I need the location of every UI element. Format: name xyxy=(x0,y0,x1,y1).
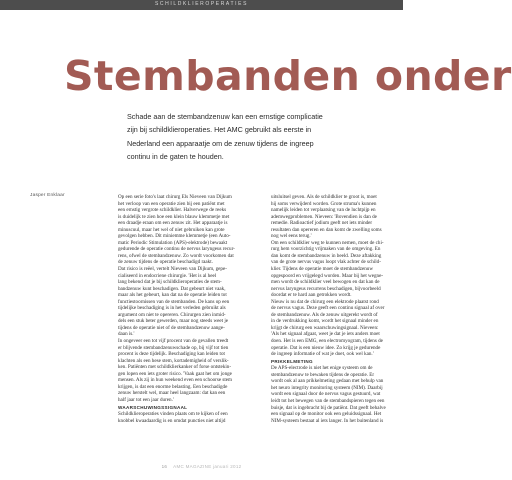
text-line: daan is.' xyxy=(118,331,135,338)
body-paragraph xyxy=(271,194,421,358)
text-line: lang bekend dat je bij schildklieroperaties de stem- xyxy=(118,279,222,286)
text-line: klier. Tijdens de operatie moet de stembandzenuw xyxy=(271,266,373,273)
text-line: rens, ofwel de stembandzenuw. Zo wordt voorkomen dat xyxy=(118,252,234,259)
author-byline: Jasper Enklaar xyxy=(30,193,65,198)
text-line: argument om niet te opereren. Chirurgen zien inmid- xyxy=(118,311,226,318)
text-line: krijgt de chirurg een waarschuwingsignaal. Nieveen: xyxy=(271,324,379,331)
text-line: het neuro integrity monitoring systeem (NIM). Daarbij xyxy=(271,384,383,391)
headline: Stembanden onder xyxy=(64,52,512,100)
page-number: 16 xyxy=(161,464,168,469)
text-line: 'Als het signaal afgaat, weet je dat je iets anders moet xyxy=(271,331,380,338)
text-line: tijdelijke beschadiging is in het verleden gebruikt als xyxy=(118,305,226,312)
section-header-bar xyxy=(0,0,403,10)
text-line: Om een schildklier weg te kunnen nemen, moet de chi- xyxy=(271,239,384,246)
text-line: De APS-electrode is niet het enige systeem om de xyxy=(271,365,373,372)
text-line: bandzenuw kunt beschadigen. Dat gebeurt niet vaak, xyxy=(118,285,226,292)
text-line: dan komt de stembandzenuw in beeld. Deze aftakking xyxy=(271,252,382,259)
text-line: nervus laryngeus recurrens beschadigen, bijvoorbeeld xyxy=(271,285,381,292)
text-line: Schildklieroperaties vinden plaats om te kijken of een xyxy=(118,411,228,418)
subheading: PRIKKELMETING xyxy=(271,358,313,364)
text-line: men wordt de schildklier veel bewogen en dat kan de xyxy=(271,279,380,286)
text-line: een draadje eraan om een zenuw zit. Het apparaatje is xyxy=(118,220,228,227)
text-line: doordat er te hard aan getrokken wordt. xyxy=(271,292,352,299)
text-line: functiestoornissen van de stembanden. De kans op een xyxy=(118,298,230,305)
text-line: gen lopen een iets groter risico. 'Vaak gaat het om jonge xyxy=(118,370,232,377)
text-line: Op een serie foto's laat chirurg Els Nieveen van Dijkum xyxy=(118,194,232,200)
text-line: Dat risico is reëel, vertelt Nieveen van Dijkum, gepe- xyxy=(118,266,227,273)
text-line: doen. Het is een EMG, een electromyogram, tijdens de xyxy=(271,338,383,345)
text-line: uitsluitsel geven. Als de schildklier te groot is, moet xyxy=(271,194,377,200)
intro-line: Nederland een apparaatje om de zenuw tijdens de ingreep xyxy=(127,138,314,148)
text-line: de nervus vagus. Deze geeft een continu signaal af over xyxy=(271,305,385,312)
intro-paragraph xyxy=(127,110,352,164)
text-line: namelijk leiden tot verplaatsing van de luchtpijp en xyxy=(271,207,376,214)
text-line: ademwegproblemen. Nieveen: 'Bovendien is dan de xyxy=(271,213,377,220)
text-line: matic Periodic Stimulation (APS)-elektrode) bewaakt xyxy=(118,239,228,246)
text-line: In ongeveer een tot vijf procent van de gevallen treedt xyxy=(118,338,229,345)
intro-line: zijn bij schildklieroperaties. Het AMC gebruikt als eerste in xyxy=(127,125,312,135)
text-line: de ingreep informatie of wat je doet, ook wel kan.' xyxy=(271,351,374,358)
text-line: cialiseerd in endocriene chirurgie. 'Het is al heel xyxy=(118,272,217,279)
intro-line: Schade aan de stembandzenuw kan een ernstige complicatie xyxy=(127,112,323,121)
text-line: leidt tot het bewegen van de stembandspieren tegen een xyxy=(271,397,385,404)
text-line: een signaal op de monitor ook een geluidssignaal. Het xyxy=(271,411,382,418)
text-line: knobbel kwaadaardig is en omdat puncties niet altijd xyxy=(118,417,226,424)
text-line: ken. Patiënten met schildklierkanker of forse ontstekin- xyxy=(118,364,232,371)
text-line: van de grote nervus vagus loopt vlak achter de schild- xyxy=(271,259,381,266)
text-line: operatie. Dat is een nieuw idee. Zo krijg je gedurende xyxy=(271,344,381,351)
text-line: er blijvende stembandzenuwschade op, bij vijf tot tien xyxy=(118,344,229,351)
text-line: de zenuw tijdens de operatie beschadigd raakt. xyxy=(118,259,213,266)
text-line: wordt ook al aan prikkelmeting gedaan met behulp van xyxy=(271,378,384,385)
text-line: gevolgen hebben. Dit miniemme klemmetje (een Auto- xyxy=(118,233,231,240)
text-line: procent is deze tijdelijk. Beschadiging kan leiden tot xyxy=(118,351,225,358)
text-line: de stembandzenuw. Als de zenuw uitgerekt wordt of xyxy=(271,311,378,318)
text-line: een ernstig vergrote schildklier. Halverwege de reeks xyxy=(118,207,227,214)
text-line: is duidelijk te zien hoe een klein blauw klemmetje met xyxy=(118,213,230,220)
text-line: dels een stuk beter gewerden, maar nog steeds weet je xyxy=(118,318,229,325)
text-line: rurg hem voorzichtig vrijmaken van de omgeving. En xyxy=(271,246,381,253)
text-line: NIM-systeem bestaat al iets langer. In het buitenland is xyxy=(271,417,384,424)
text-line: gedurende de operatie continu de nervus laryngeus recur- xyxy=(118,246,235,253)
section-label: SCHILDKLIEROPERATIES xyxy=(154,1,249,7)
text-line: in de verdrukking komt, wordt het signaal minder en xyxy=(271,318,379,325)
text-line: klachten als een hese stem, kortademigheid of verslik- xyxy=(118,357,229,364)
text-line: maar als het gebeurt, kan dat na de operatie leiden tot xyxy=(118,292,227,299)
text-line: minuscuul, maar het wel of niet gebruiken kan grote xyxy=(118,226,225,233)
text-line: het verloop van een operatie zien bij een patiënt met xyxy=(118,200,225,207)
text-line: nog wel eens terug.' xyxy=(271,233,312,240)
magazine-name: AMC MAGAZINE januari 2012 xyxy=(173,464,242,469)
subheading: WAARSCHUWINGSSIGNAAL xyxy=(118,404,188,410)
page-footer xyxy=(0,464,403,469)
text-line: zenuw herstelt wel, maar heel langzaam: dat kan een xyxy=(118,390,226,397)
text-line: krijgen, is dat een enorme belasting. Een beschadigde xyxy=(118,383,228,390)
body-column-left xyxy=(118,194,268,424)
body-column-right xyxy=(271,194,421,424)
text-line: Nieuw is nu dat de chirurg een elektrode plaatst rond xyxy=(271,298,379,305)
body-paragraph xyxy=(118,411,268,424)
text-line: buisje, dat is ingebracht bij de patiënt. Dat geeft behalve xyxy=(271,404,386,411)
footer-spacer xyxy=(169,464,172,469)
text-line: wordt een signaal door de nervus vagus gestuurd, wat xyxy=(271,391,381,398)
text-line: opgespoord en vrijgelegd worden. Maar bij het wegne- xyxy=(271,272,384,279)
text-line: remedie. Radioactief jodium geeft net iets minder xyxy=(271,220,373,227)
text-line: hij soms verwijderd worden. Grote struma's kunnen xyxy=(271,200,377,207)
text-line: mensen. Als zij in hun weekend even een schoorse stem xyxy=(118,377,233,384)
body-paragraph xyxy=(271,365,421,424)
text-line: half jaar tot een jaar duren.' xyxy=(118,396,174,403)
text-line: tijdens de operatie niet of de stembandzenuw aange- xyxy=(118,324,225,331)
body-paragraph xyxy=(118,194,268,404)
intro-line: continu in de gaten te houden. xyxy=(127,152,224,162)
text-line: stembandzenuw te bewaken tijdens de operatie. Er xyxy=(271,371,375,378)
text-line: resultaten dan opereren en dan komt de zwelling soms xyxy=(271,226,382,233)
